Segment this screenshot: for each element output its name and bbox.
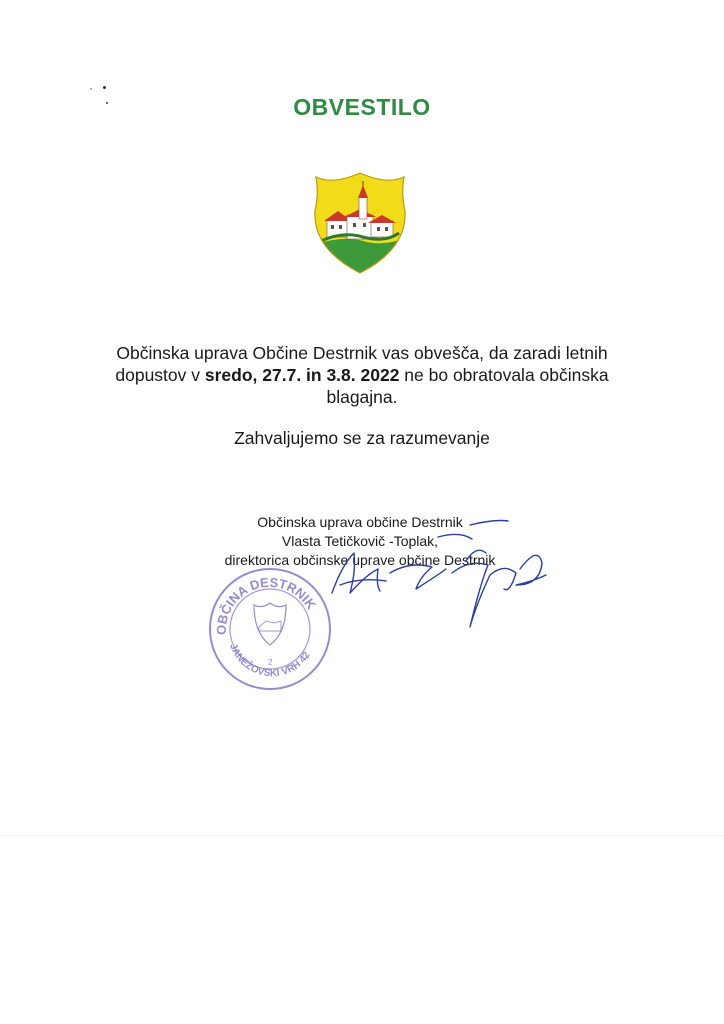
notice-text-start: Občinska uprava Občine Destrnik vas obvešča, da zaradi letnih dopustov v (115, 343, 608, 385)
page-title: OBVESTILO (293, 94, 431, 120)
signatory-office: Občinska uprava občine Destrnik (257, 514, 463, 530)
municipal-coat-of-arms (313, 171, 407, 275)
stamp-bottom-text: JANEŽOVSKI VRH 42 (227, 642, 313, 680)
handwritten-signature (320, 515, 560, 645)
signatory-name: Vlasta Tetičkovič -Toplak, (281, 533, 439, 549)
notice-text-end: ne bo obratovala občinska blagajna. (326, 365, 609, 407)
thanks-line: Zahvaljujemo se za razumevanje (234, 428, 490, 448)
official-stamp (204, 565, 336, 691)
stamp-number: 2 (268, 658, 273, 667)
scan-speck (103, 86, 106, 89)
signatory-title: direktorica občinske uprave občine Destrnik (224, 552, 496, 568)
stamp-top-text: OBČINA DESTRNIK (213, 574, 319, 636)
scan-artifact-line (0, 835, 724, 836)
notice-dates: sredo, 27.7. in 3.8. 2022 (204, 365, 400, 385)
scan-speck (90, 88, 92, 90)
notice-paragraph (100, 342, 624, 408)
